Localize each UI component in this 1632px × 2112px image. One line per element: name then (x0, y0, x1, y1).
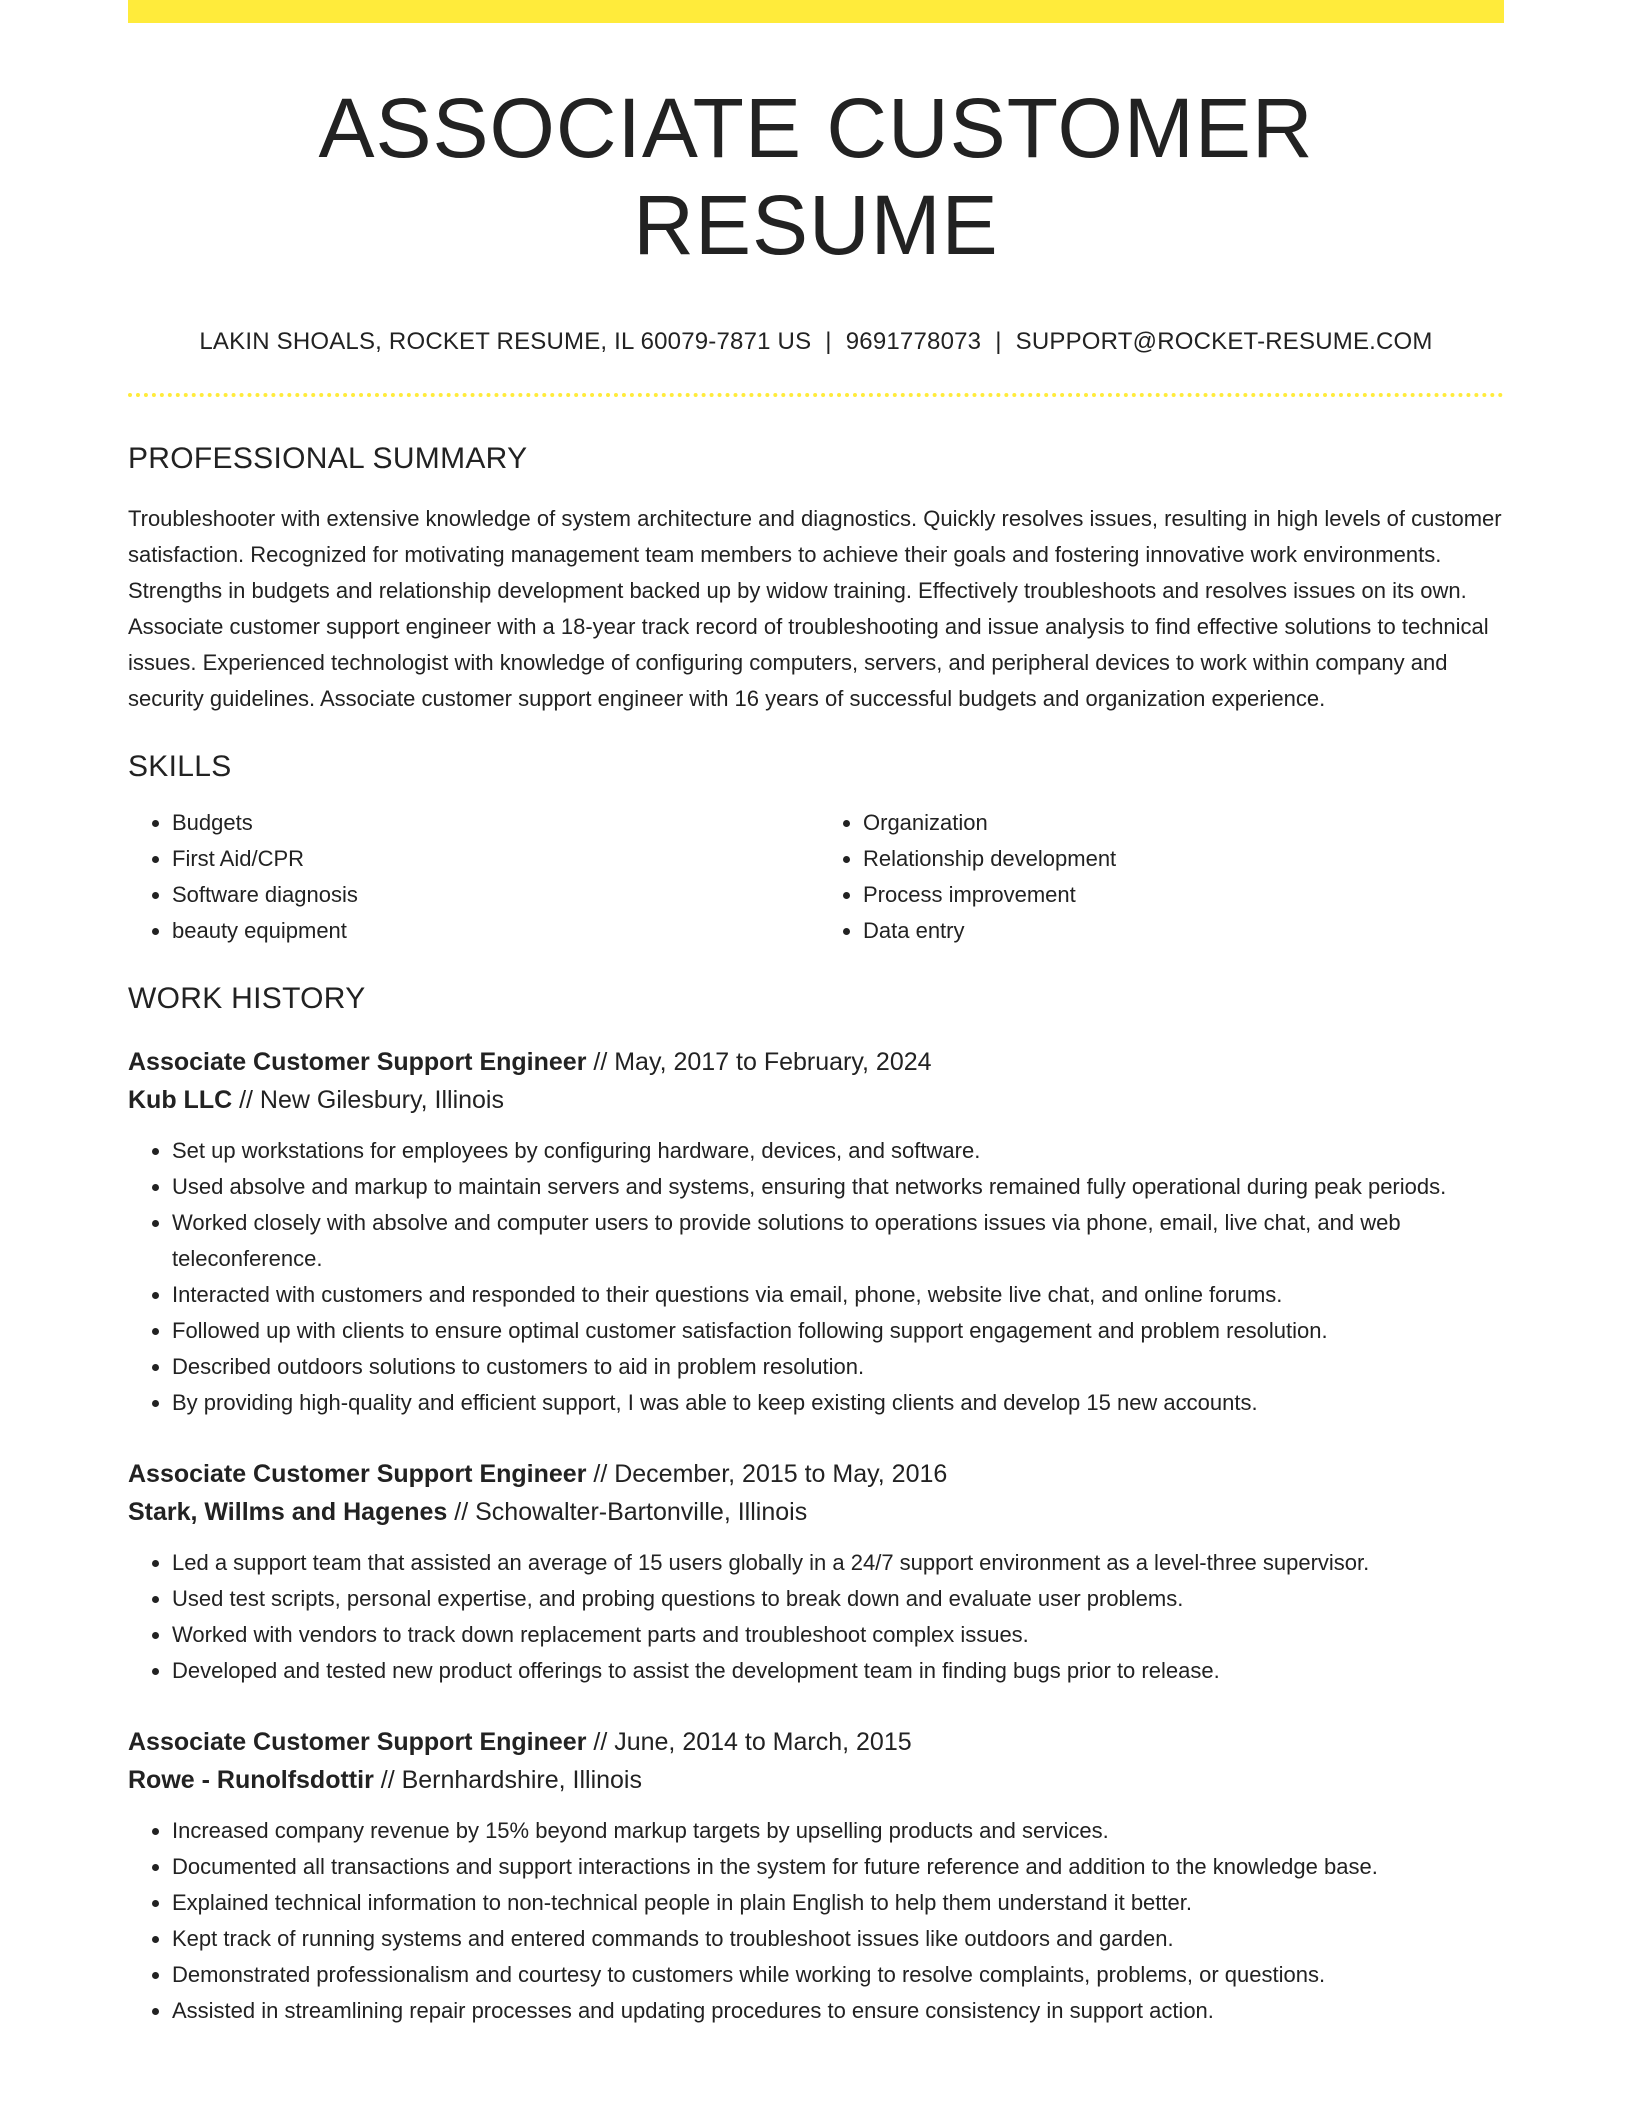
job-bullet: • Explained technical information to non-technical people in plain English to help them understand it better. (172, 1885, 1504, 1921)
job-company: Rowe - Runolfsdottir (128, 1765, 374, 1794)
job-dates: // May, 2017 to February, 2024 (586, 1047, 932, 1076)
job-title: Associate Customer Support Engineer (128, 1727, 587, 1756)
job-company-line (128, 1493, 1504, 1531)
job-bullet: • Kept track of running systems and entered commands to troubleshoot issues like outdoors and garden. (172, 1921, 1504, 1957)
job-entry (128, 1043, 1504, 1421)
job-entry (128, 1723, 1504, 2029)
job-location: // New Gilesbury, Illinois (232, 1085, 504, 1114)
job-bullet: • Worked with vendors to track down replacement parts and troubleshoot complex issues. (172, 1617, 1504, 1653)
top-accent-bar (128, 0, 1504, 23)
work-history-heading: WORK HISTORY (128, 981, 366, 1015)
job-bullet: • Interacted with customers and responded to their questions via email, phone, website live chat, and online forums. (172, 1277, 1504, 1313)
skills-column-left (128, 805, 813, 949)
skill-item: • Data entry (863, 913, 1504, 949)
job-bullet: • Used absolve and markup to maintain servers and systems, ensuring that networks remained fully operational during peak periods. (172, 1169, 1504, 1205)
job-bullet: • Developed and tested new product offerings to assist the development team in finding bugs prior to release. (172, 1653, 1504, 1689)
job-title: Associate Customer Support Engineer (128, 1459, 587, 1488)
job-bullet: • Demonstrated professionalism and courtesy to customers while working to resolve complaints, problems, or questions. (172, 1957, 1504, 1993)
skill-item: • First Aid/CPR (172, 841, 813, 877)
summary-heading: PROFESSIONAL SUMMARY (128, 441, 528, 475)
job-entry (128, 1455, 1504, 1689)
job-bullet: • By providing high-quality and efficient support, I was able to keep existing clients and develop 15 new accounts. (172, 1385, 1504, 1421)
skill-item: • Organization (863, 805, 1504, 841)
job-bullet: • Increased company revenue by 15% beyond markup targets by upselling products and services. (172, 1813, 1504, 1849)
job-bullet: • Assisted in streamlining repair processes and updating procedures to ensure consistency in support action. (172, 1993, 1504, 2029)
job-bullet: • Followed up with clients to ensure optimal customer satisfaction following support engagement and problem resolution. (172, 1313, 1504, 1349)
skill-item: • beauty equipment (172, 913, 813, 949)
job-bullet: • Set up workstations for employees by configuring hardware, devices, and software. (172, 1133, 1504, 1169)
job-title-line (128, 1723, 1504, 1761)
job-bullets (128, 1545, 1504, 1689)
job-bullet: • Described outdoors solutions to customers to aid in problem resolution. (172, 1349, 1504, 1385)
job-bullets (128, 1133, 1504, 1421)
contact-separator: | (825, 328, 832, 356)
contact-phone: 9691778073 (845, 328, 982, 356)
job-title-line (128, 1455, 1504, 1493)
skills-column-right (813, 805, 1504, 949)
job-company-line (128, 1081, 1504, 1119)
job-company-line (128, 1761, 1504, 1799)
contact-line (128, 328, 1504, 357)
dotted-divider (128, 393, 1504, 397)
job-company: Stark, Willms and Hagenes (128, 1497, 448, 1526)
contact-separator: | (995, 328, 1002, 356)
job-location: // Schowalter-Bartonville, Illinois (447, 1497, 808, 1526)
skill-item: • Budgets (172, 805, 813, 841)
job-location: // Bernhardshire, Illinois (373, 1765, 642, 1794)
job-bullets (128, 1813, 1504, 2029)
contact-email: SUPPORT@ROCKET-RESUME.COM (1015, 328, 1433, 356)
skill-item: • Process improvement (863, 877, 1504, 913)
job-bullet: • Documented all transactions and support interactions in the system for future reference and addition to the knowledge base. (172, 1849, 1504, 1885)
skills-heading: SKILLS (128, 749, 232, 783)
skills-list (128, 805, 1504, 949)
job-title-line (128, 1043, 1504, 1081)
resume-title: ASSOCIATE CUSTOMER RESUME (318, 81, 1314, 272)
contact-address: LAKIN SHOALS, ROCKET RESUME, IL 60079-7871 US (199, 328, 812, 356)
job-bullet: • Worked closely with absolve and computer users to provide solutions to operations issues via phone, email, live chat, and web teleconference. (172, 1205, 1504, 1277)
job-title: Associate Customer Support Engineer (128, 1047, 587, 1076)
job-dates: // December, 2015 to May, 2016 (586, 1459, 948, 1488)
job-bullet: • Led a support team that assisted an average of 15 users globally in a 24/7 support environment as a level-three supervisor. (172, 1545, 1504, 1581)
summary-text: Troubleshooter with extensive knowledge of system architecture and diagnostics. Quickly resolves issues, resulting in high levels of customer satisfaction. Recognized for motivating management team members to achieve their goals and fostering innovative work environments. Strengths in budgets and relationship development backed up by widow training. Effectively troubleshoots and resolves issues on its own. Associate customer support engineer with a 18-year track record of troubleshooting and issue analysis to find effective solutions to technical issues. Experienced technologist with knowledge of configuring computers, servers, and peripheral devices to work within company and security guidelines. Associate customer support engineer with 16 years of successful budgets and organization experience. (128, 505, 1502, 711)
job-bullet: • Used test scripts, personal expertise, and probing questions to break down and evaluate user problems. (172, 1581, 1504, 1617)
job-dates: // June, 2014 to March, 2015 (586, 1727, 912, 1756)
skill-item: • Software diagnosis (172, 877, 813, 913)
job-company: Kub LLC (128, 1085, 233, 1114)
resume-page (128, 0, 1504, 2029)
skill-item: • Relationship development (863, 841, 1504, 877)
